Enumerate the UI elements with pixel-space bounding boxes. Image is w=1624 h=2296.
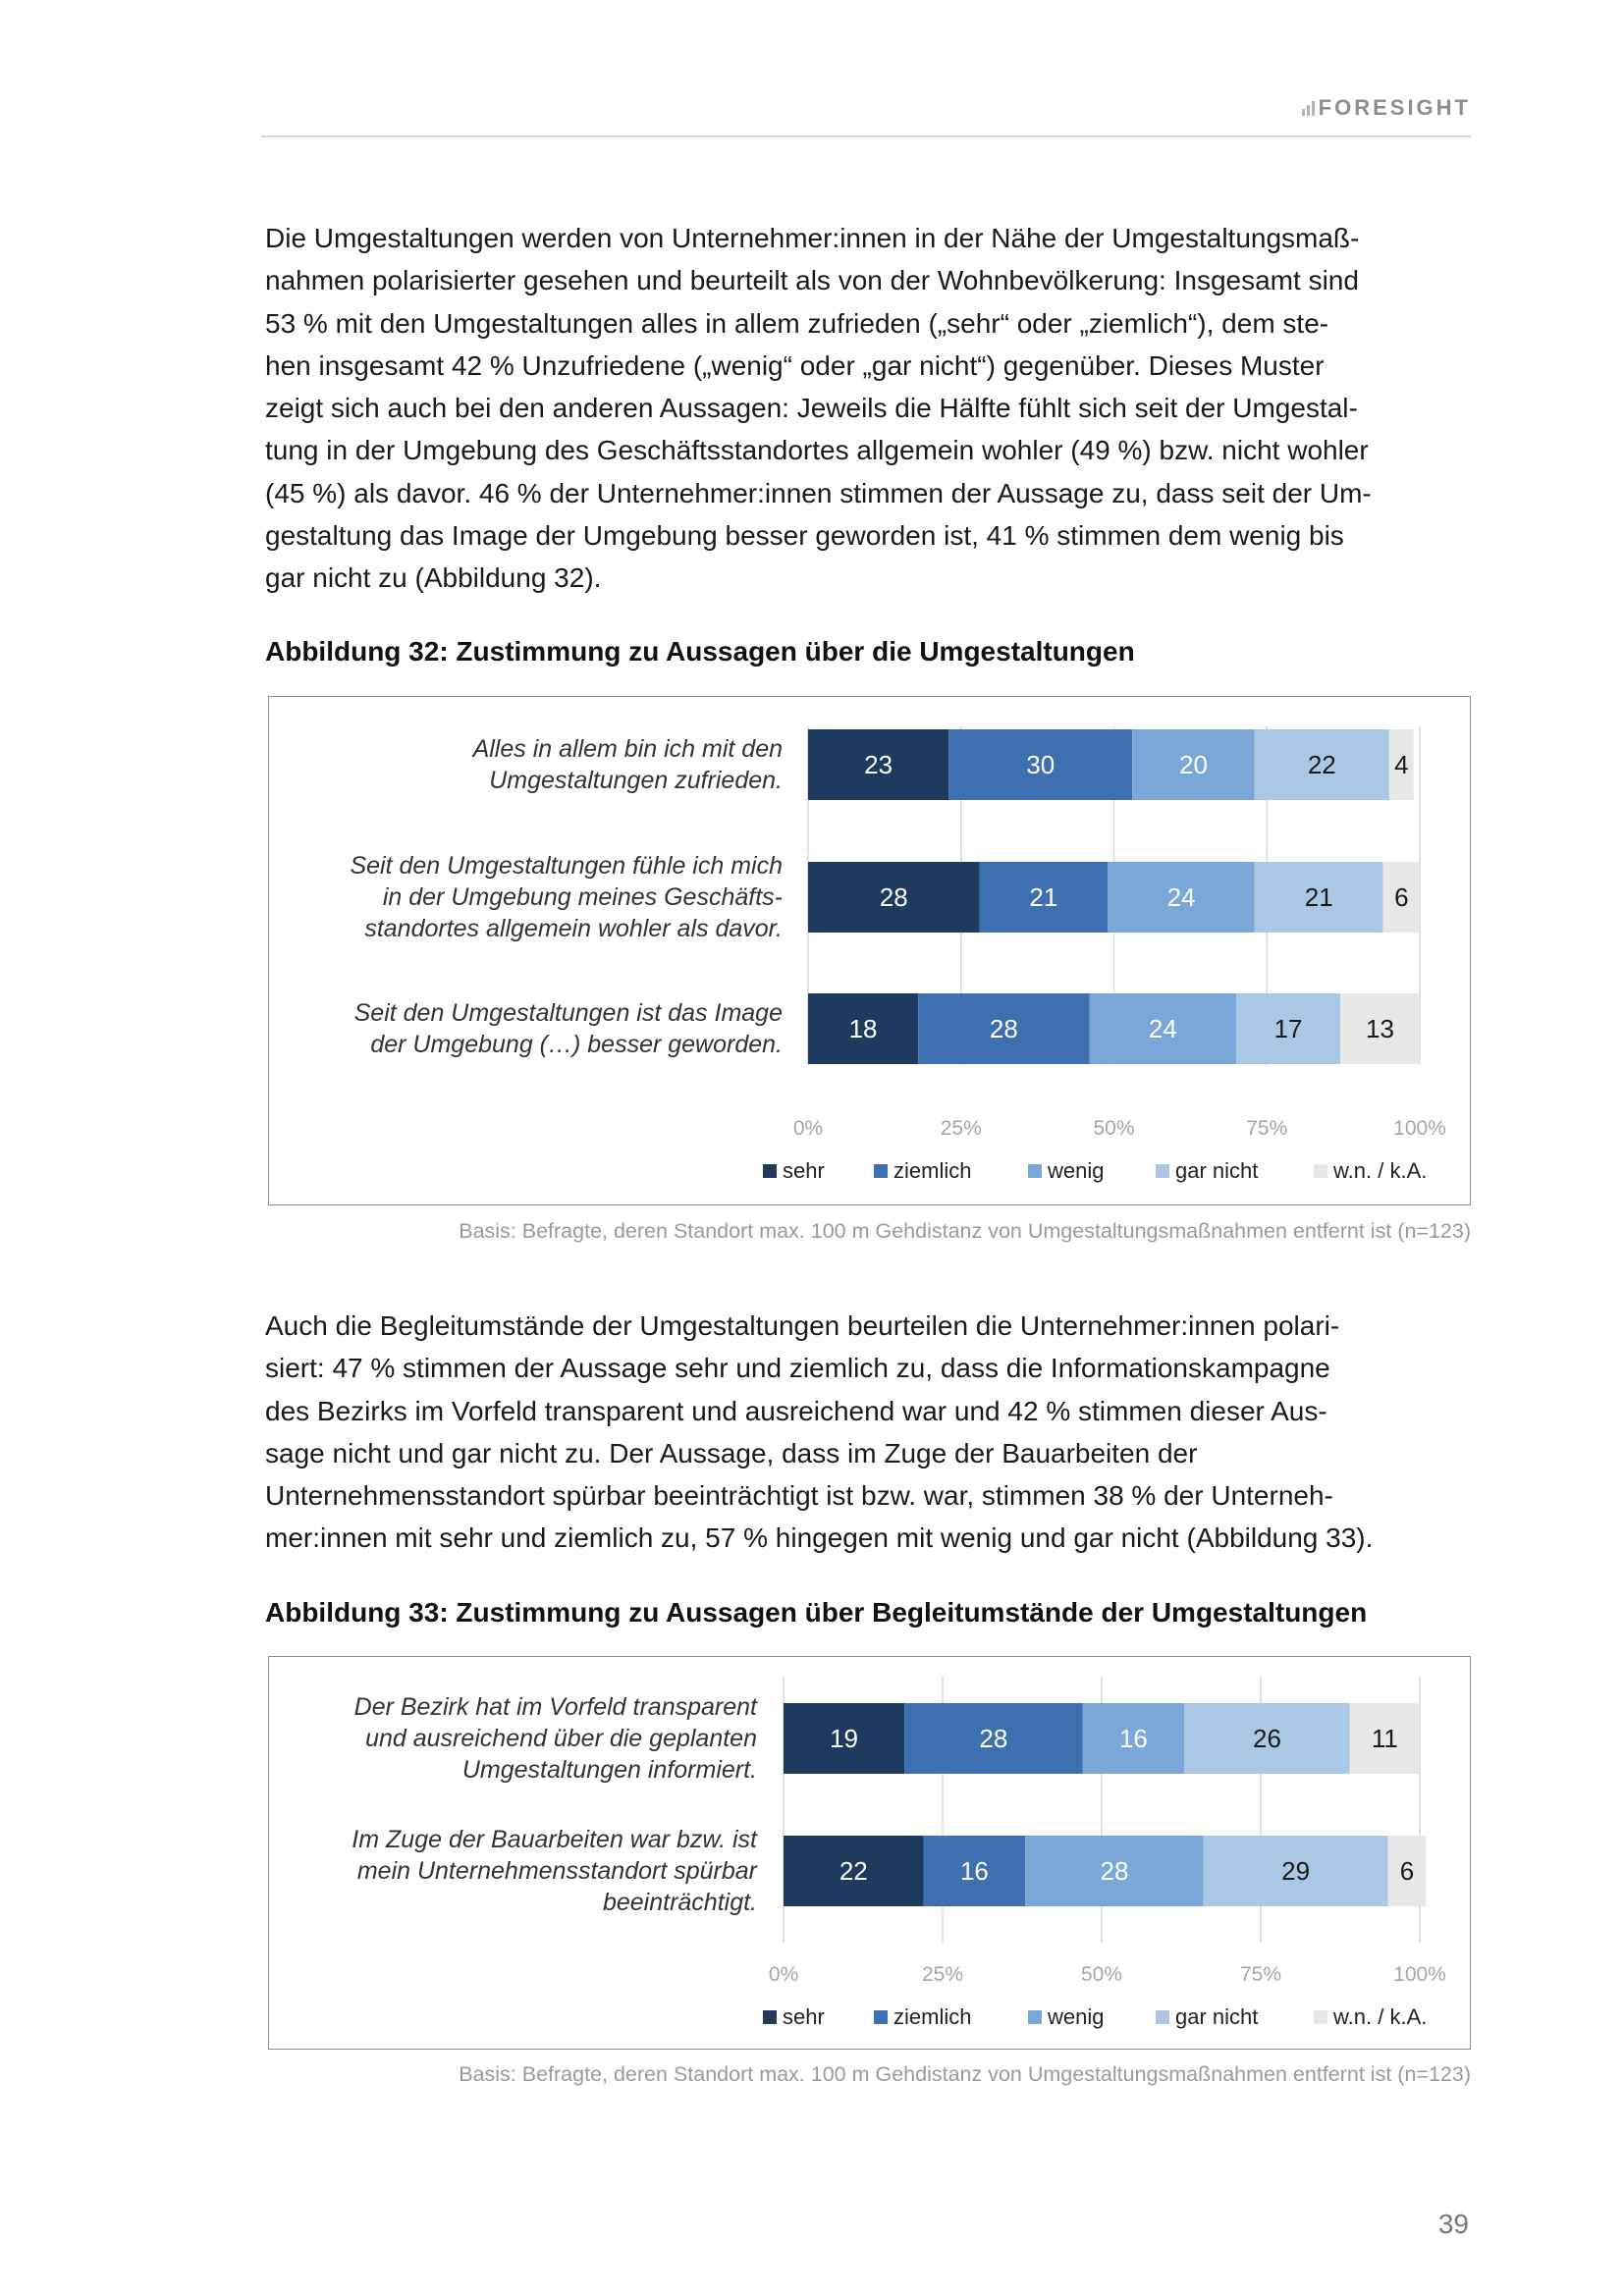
figure-33-chart xyxy=(268,1656,1471,2050)
logo-bars-icon xyxy=(1302,100,1315,116)
figure-32-svg xyxy=(269,697,1470,1204)
legend-label: wenig xyxy=(1048,2004,1105,2029)
bar-data-label: 28 xyxy=(979,1724,1008,1753)
x-tick-label: 25% xyxy=(921,1963,964,1986)
category-label: Umgestaltungen zufrieden. xyxy=(489,767,783,794)
legend-swatch xyxy=(1028,2010,1042,2024)
x-tick-label: 0% xyxy=(792,1117,824,1140)
category-label: Alles in allem bin ich mit den xyxy=(472,735,783,763)
category-label: mein Unternehmensstandort spürbar xyxy=(356,1857,757,1885)
legend-label: gar nicht xyxy=(1175,1158,1259,1183)
legend-label: wenig xyxy=(1048,1158,1105,1183)
legend-swatch xyxy=(1314,2010,1327,2024)
legend-label: w.n. / k.A. xyxy=(1333,1158,1428,1183)
figure-33-svg xyxy=(269,1657,1470,2049)
x-tick-label: 25% xyxy=(940,1117,982,1140)
figure-33-title: Abbildung 33: Zustimmung zu Aussagen über Begleitumstände der Umgestaltungen xyxy=(265,1597,1368,1628)
category-label: Im Zuge der Bauarbeiten war bzw. ist xyxy=(352,1826,757,1853)
category-label: Seit den Umgestaltungen fühle ich mich xyxy=(350,852,783,880)
legend-swatch xyxy=(874,1164,888,1178)
bar-data-label: 28 xyxy=(989,1014,1018,1043)
legend-swatch xyxy=(763,2010,777,2024)
legend-label: ziemlich xyxy=(893,2004,972,2029)
page-number: 39 xyxy=(1437,2209,1469,2239)
bar-data-label: 24 xyxy=(1166,882,1196,912)
bar-data-label: 17 xyxy=(1273,1014,1303,1043)
legend-swatch xyxy=(874,2010,888,2024)
category-label: Seit den Umgestaltungen ist das Image xyxy=(353,999,783,1027)
bar-data-label: 21 xyxy=(1029,882,1058,912)
bar-data-label: 16 xyxy=(1118,1724,1148,1753)
x-tick-label: 100% xyxy=(1393,1117,1446,1140)
bar-data-label: 26 xyxy=(1253,1724,1281,1753)
logo-text: FORESIGHT xyxy=(1318,95,1471,120)
bar-data-label: 29 xyxy=(1281,1856,1311,1886)
category-label: Der Bezirk hat im Vorfeld transparent xyxy=(353,1693,757,1721)
x-tick-label: 50% xyxy=(1080,1963,1123,1986)
figure-32-title: Abbildung 32: Zustimmung zu Aussagen über die Umgestaltungen xyxy=(265,636,1135,667)
category-label: in der Umgebung meines Geschäfts- xyxy=(382,883,783,911)
bar-data-label: 4 xyxy=(1394,750,1409,779)
bar-data-label: 30 xyxy=(1026,750,1056,779)
figure-33-basis: Basis: Befragte, deren Standort max. 100 m Gehdistanz von Umgestaltungsmaßnahmen entfernt ist (n=123) xyxy=(459,2062,1471,2086)
x-tick-label: 75% xyxy=(1239,1963,1282,1986)
legend-swatch xyxy=(1314,1164,1327,1178)
legend-label: w.n. / k.A. xyxy=(1333,2004,1428,2029)
x-tick-label: 75% xyxy=(1246,1117,1288,1140)
bar-data-label: 22 xyxy=(1307,750,1336,779)
category-label: standortes allgemein wohler als davor. xyxy=(364,915,783,942)
category-label: und ausreichend über die geplanten xyxy=(365,1725,757,1752)
bar-data-label: 11 xyxy=(1371,1724,1398,1753)
bar-data-label: 28 xyxy=(1100,1856,1129,1886)
category-label: beeinträchtigt. xyxy=(602,1889,757,1916)
legend-label: sehr xyxy=(783,2004,825,2029)
bar-data-label: 22 xyxy=(839,1856,868,1886)
x-tick-label: 0% xyxy=(768,1963,799,1986)
bar-data-label: 20 xyxy=(1179,750,1208,779)
figure-32-chart xyxy=(268,696,1471,1205)
bar-data-label: 28 xyxy=(879,882,908,912)
legend-swatch xyxy=(1156,1164,1169,1178)
category-label: der Umgebung (…) besser geworden. xyxy=(370,1031,783,1058)
bar-data-label: 18 xyxy=(848,1014,878,1043)
category-label: Umgestaltungen informiert. xyxy=(461,1756,757,1784)
figure-32-basis: Basis: Befragte, deren Standort max. 100 m Gehdistanz von Umgestaltungsmaßnahmen entfernt ist (n=123) xyxy=(459,1219,1471,1243)
bar-data-label: 13 xyxy=(1366,1014,1394,1043)
legend-label: sehr xyxy=(783,1158,825,1183)
bar-data-label: 21 xyxy=(1304,882,1333,912)
paragraph-begleitumstaende: Auch die Begleitumstände der Umgestaltungen beurteilen die Unternehmer:innen polari- siert: 47 % stimmen der Aussage sehr und ziemlich zu, dass die Informationskampagne des Bezirks im Vorfeld transparent und ausreichend war und 42 % stimmen dieser Aus- sage nicht und gar nicht zu. Der Aussage, dass im Zuge der Bauarbeiten der Unternehmensstandort spürbar beeinträchtigt ist bzw. war, stimmen 38 % der Unterneh- mer:innen mit sehr und ziemlich zu, 57 % hingegen mit wenig und gar nicht (Abbildung 33). xyxy=(265,1310,1374,1554)
legend-swatch xyxy=(763,1164,777,1178)
x-tick-label: 100% xyxy=(1393,1963,1446,1986)
legend-label: gar nicht xyxy=(1175,2004,1259,2029)
legend-swatch xyxy=(1156,2010,1169,2024)
bar-data-label: 6 xyxy=(1394,882,1409,912)
paragraph-intro: Die Umgestaltungen werden von Unternehmer:innen in der Nähe der Umgestaltungsmaß- nahmen polarisierter gesehen und beurteilt als von der Wohnbevölkerung: Insgesamt sind 53 % mit den Umgestaltungen alles in allem zufrieden („sehr“ oder „ziemlich“), dem ste- hen insgesamt 42 % Unzufriedene („wenig“ oder „gar nicht“) gegenüber. Dieses Muster zeigt sich auch bei den anderen Aussagen: Jeweils die Hälfte fühlt sich seit der Umgestal- tung in der Umgebung des Geschäftsstandortes allgemein wohler (49 %) bzw. nicht wohler (45 %) als davor. 46 % der Unternehmer:innen stimmen der Aussage zu, dass seit der Um- gestaltung das Image der Umgebung besser geworden ist, 41 % stimmen dem wenig bis gar nicht zu (Abbildung 32). xyxy=(265,223,1372,594)
bar-data-label: 6 xyxy=(1399,1856,1415,1886)
bar-data-label: 16 xyxy=(959,1856,989,1886)
bar-data-label: 24 xyxy=(1148,1014,1177,1043)
bar-data-label: 23 xyxy=(864,750,893,779)
x-tick-label: 50% xyxy=(1093,1117,1135,1140)
legend-label: ziemlich xyxy=(893,1158,972,1183)
foresight-logo xyxy=(1302,95,1471,121)
bar-data-label: 19 xyxy=(830,1724,859,1753)
legend-swatch xyxy=(1028,1164,1042,1178)
header-divider xyxy=(261,135,1471,137)
